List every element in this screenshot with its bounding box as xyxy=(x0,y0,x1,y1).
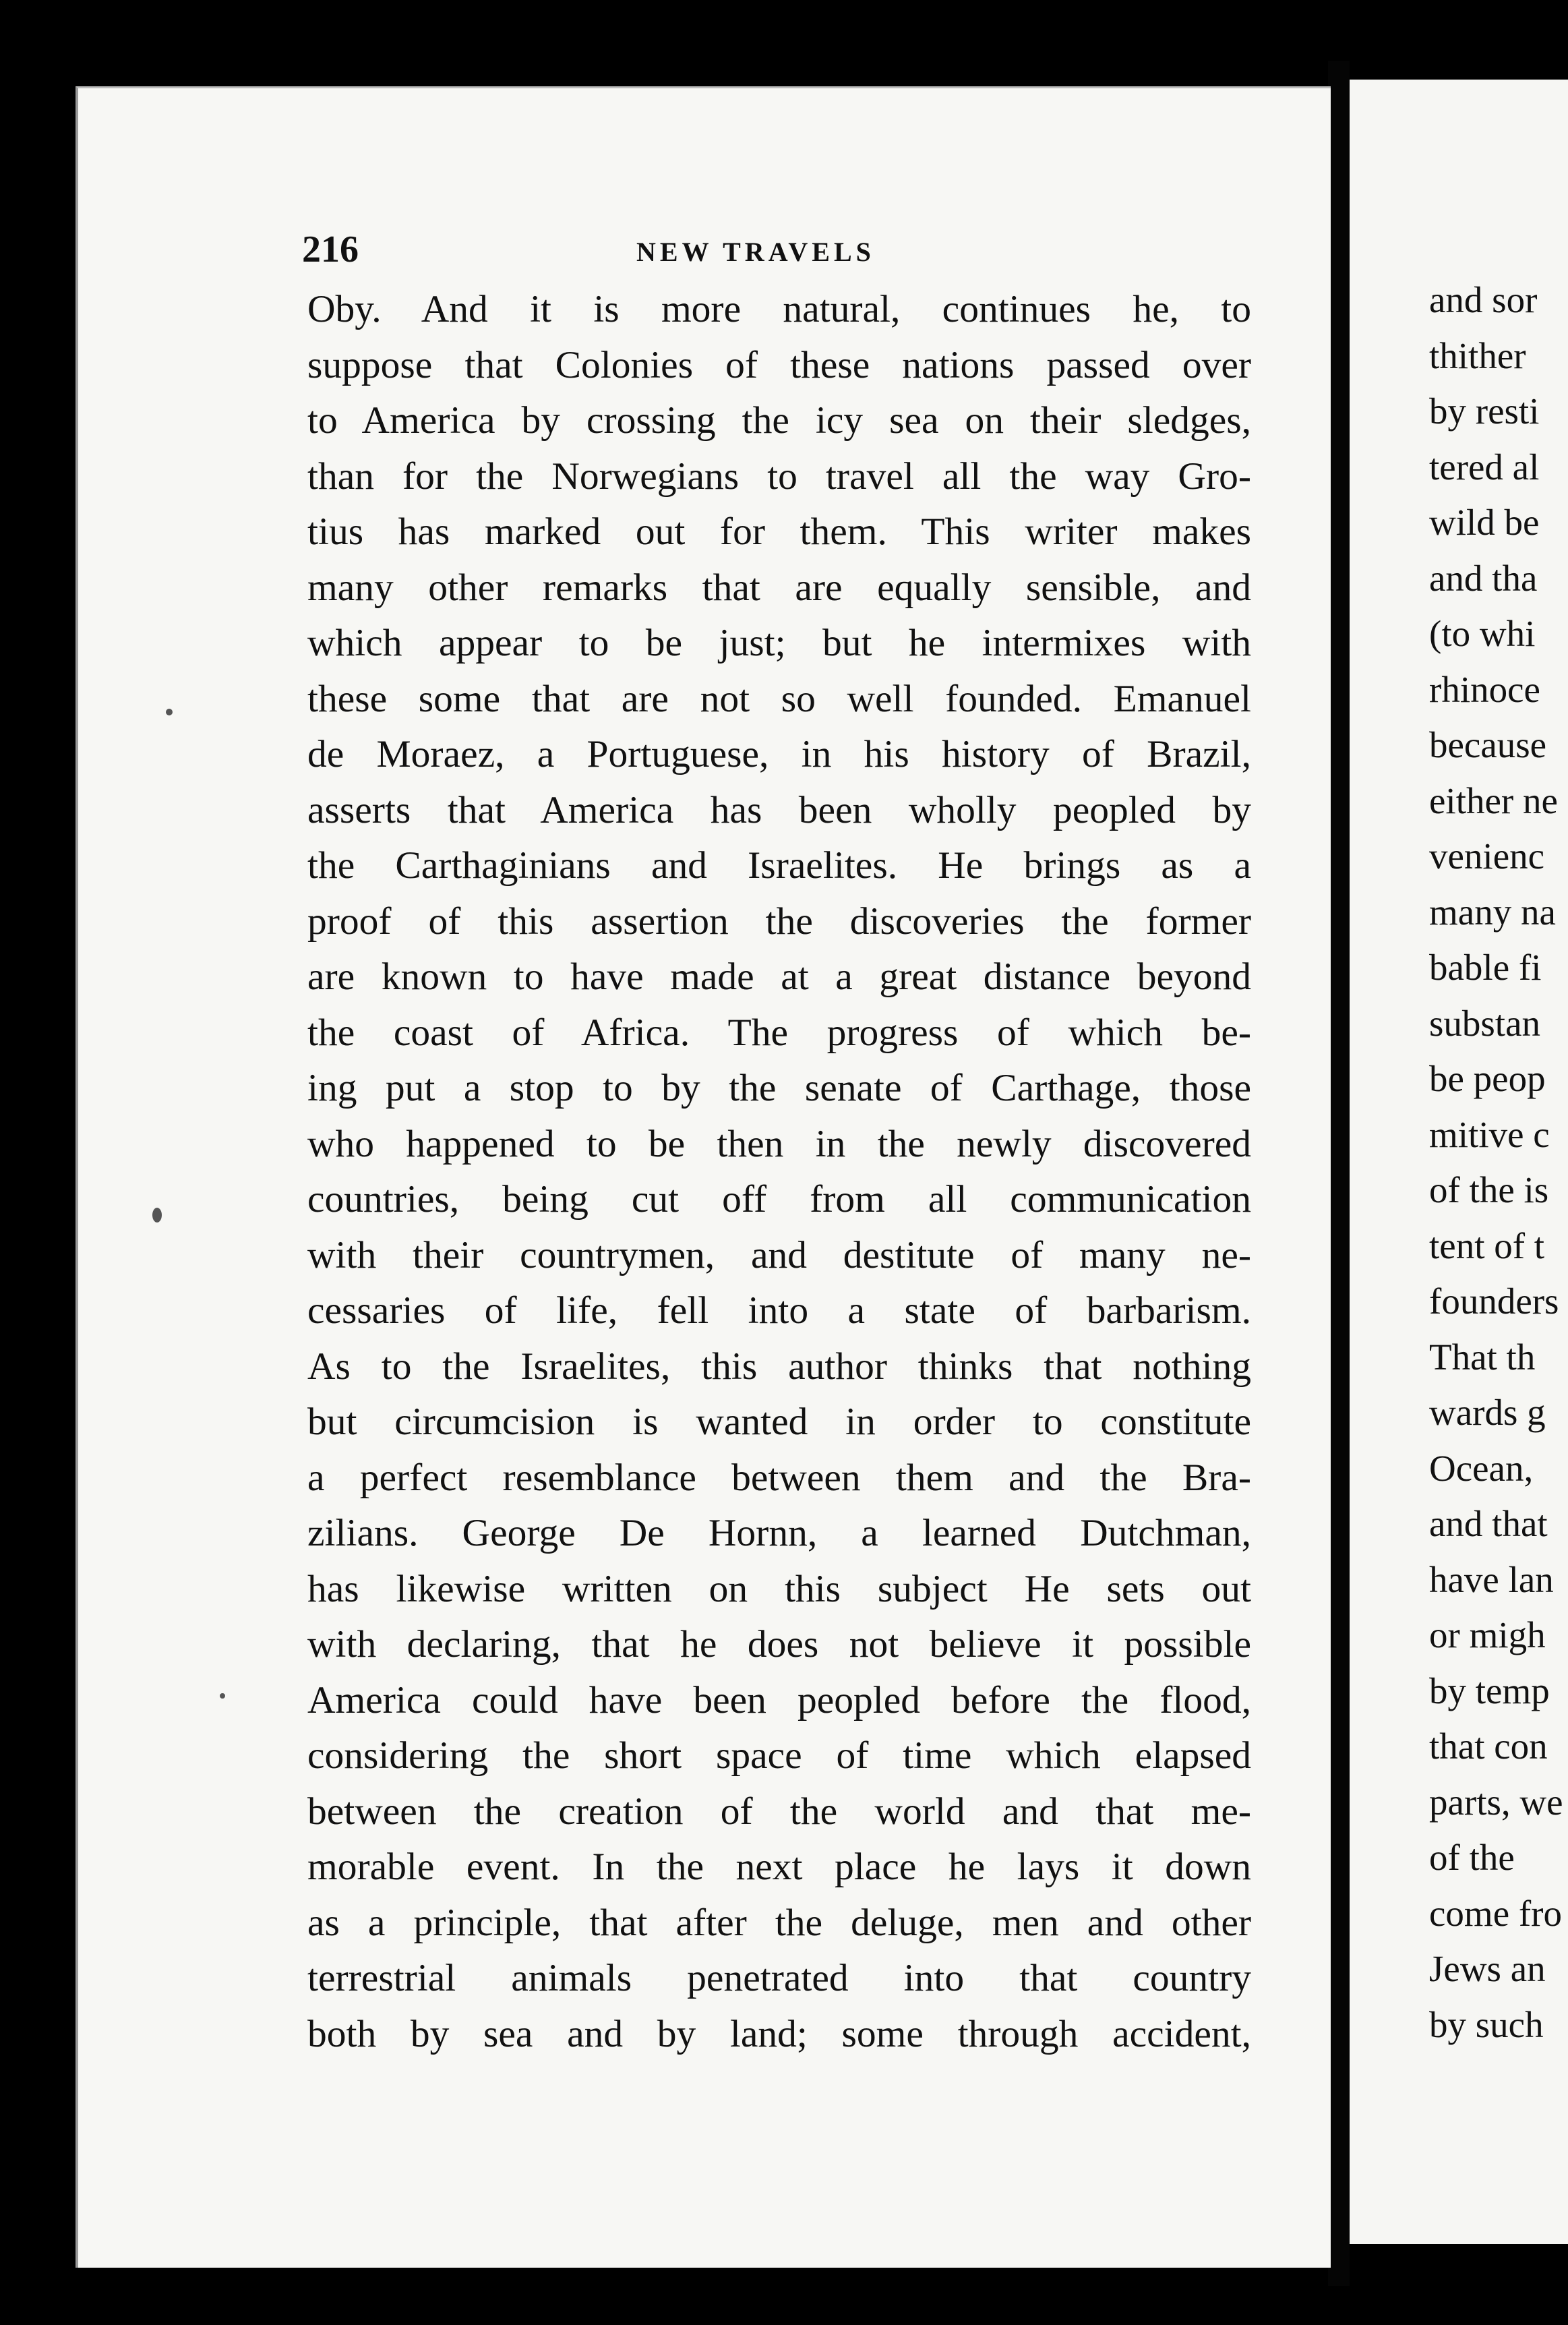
text-line: by temp xyxy=(1429,1670,1550,1711)
text-line: who happened to be then in the newly discovered xyxy=(307,1122,1251,1165)
text-line: Ocean, xyxy=(1429,1447,1534,1489)
right-page-text xyxy=(1429,272,1568,2053)
text-line: America could have been peopled before the flood, xyxy=(307,1678,1251,1721)
text-line: Jews an xyxy=(1429,1948,1546,1989)
text-line: between the creation of the world and that me- xyxy=(307,1790,1251,1833)
text-line: are known to have made at a great distance beyond xyxy=(307,955,1251,998)
text-line: Oby. And it is more natural, continues he, to xyxy=(307,288,1251,330)
text-line: the coast of Africa. The progress of which be- xyxy=(307,1011,1251,1054)
text-line: because xyxy=(1429,724,1547,765)
text-line: the Carthaginians and Israelites. He brings as a xyxy=(307,844,1251,887)
text-line: morable event. In the next place he lays it down xyxy=(307,1846,1251,1888)
text-line: which appear to be just; but he intermixes with xyxy=(307,622,1251,664)
text-line: with their countrymen, and destitute of many ne- xyxy=(307,1233,1251,1276)
text-line: de Moraez, a Portuguese, in his history of Brazil, xyxy=(307,733,1251,775)
text-line: come fro xyxy=(1429,1892,1562,1934)
text-line: As to the Israelites, this author thinks that nothing xyxy=(307,1345,1251,1388)
book-gutter xyxy=(1328,61,1350,2286)
page-header xyxy=(302,228,1246,275)
text-line: a perfect resemblance between them and the Bra- xyxy=(307,1456,1251,1499)
text-line: proof of this assertion the discoveries the former xyxy=(307,900,1251,943)
text-line: that con xyxy=(1429,1726,1548,1767)
text-line: or migh xyxy=(1429,1614,1546,1655)
speck xyxy=(220,1693,225,1699)
speck xyxy=(166,709,173,715)
text-line: countries, being cut off from all communication xyxy=(307,1178,1251,1220)
text-line: have lan xyxy=(1429,1558,1554,1600)
text-line: wards g xyxy=(1429,1392,1546,1433)
text-line: mitive c xyxy=(1429,1113,1550,1155)
text-line: That th xyxy=(1429,1336,1536,1378)
page-number: 216 xyxy=(302,229,359,270)
text-line: has likewise written on this subject He sets out xyxy=(307,1567,1251,1610)
text-line: and sor xyxy=(1429,279,1538,320)
text-line: of the xyxy=(1429,1837,1515,1878)
text-line: with declaring, that he does not believe it possible xyxy=(307,1623,1251,1666)
text-line: to America by crossing the icy sea on their sledges, xyxy=(307,399,1251,442)
text-line: wild be xyxy=(1429,502,1540,543)
text-line: tius has marked out for them. This writer makes xyxy=(307,510,1251,553)
text-line: and that xyxy=(1429,1503,1548,1544)
text-line: both by sea and by land; some through accident, xyxy=(307,2012,1251,2055)
text-line: by such xyxy=(1429,2003,1544,2045)
text-line: zilians. George De Hornn, a learned Dutchman, xyxy=(307,1512,1251,1554)
text-line: tered al xyxy=(1429,446,1540,488)
text-line: suppose that Colonies of these nations passed over xyxy=(307,343,1251,386)
text-line: thither xyxy=(1429,334,1526,376)
text-line: asserts that America has been wholly peopled by xyxy=(307,788,1251,831)
text-line: but circumcision is wanted in order to constitute xyxy=(307,1401,1251,1443)
text-line: be peop xyxy=(1429,1058,1546,1099)
text-line: parts, we xyxy=(1429,1781,1563,1823)
running-head: NEW TRAVELS xyxy=(636,237,875,267)
text-line: and tha xyxy=(1429,557,1538,599)
left-page-text xyxy=(307,282,1251,2062)
text-line: bable fi xyxy=(1429,947,1542,988)
text-line: many other remarks that are equally sensible, and xyxy=(307,566,1251,609)
text-line: many na xyxy=(1429,891,1556,933)
speck xyxy=(152,1208,162,1223)
text-line: by resti xyxy=(1429,390,1540,432)
text-line: tent of t xyxy=(1429,1225,1545,1266)
text-line: either ne xyxy=(1429,779,1558,821)
text-line: than for the Norwegians to travel all the way Gro- xyxy=(307,454,1251,498)
text-line: as a principle, that after the deluge, men and other xyxy=(307,1901,1251,1944)
text-line: founders xyxy=(1429,1281,1559,1322)
text-line: of the is xyxy=(1429,1169,1549,1210)
text-line: venienc xyxy=(1429,835,1545,877)
text-line: ing put a stop to by the senate of Carthage, those xyxy=(307,1067,1251,1109)
text-line: considering the short space of time which elapsed xyxy=(307,1734,1251,1777)
text-line: terrestrial animals penetrated into that country xyxy=(307,1957,1251,1999)
text-line: substan xyxy=(1429,1002,1540,1044)
text-line: (to whi xyxy=(1429,613,1536,654)
text-line: rhinoce xyxy=(1429,668,1540,710)
text-line: cessaries of life, fell into a state of barbarism. xyxy=(307,1289,1251,1332)
text-line: these some that are not so well founded. Emanuel xyxy=(307,677,1251,720)
